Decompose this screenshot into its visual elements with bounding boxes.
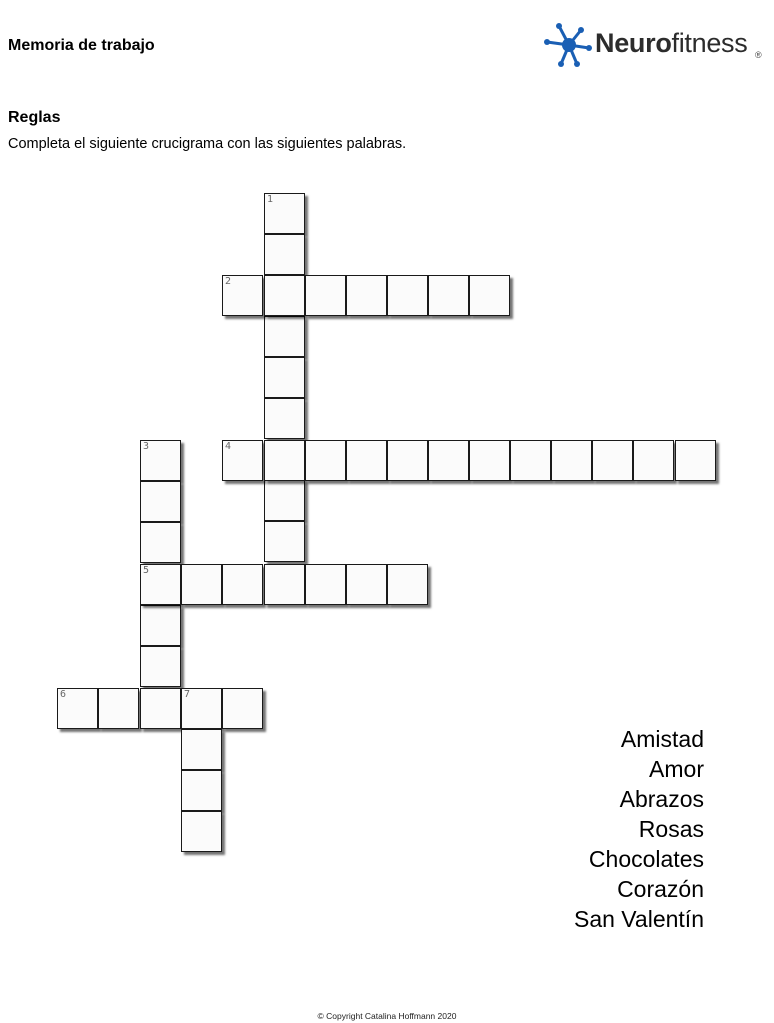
word-list-item: Rosas [638, 816, 704, 842]
crossword-cell[interactable] [264, 234, 305, 275]
crossword-cell[interactable] [428, 440, 469, 481]
crossword-cell[interactable] [264, 564, 305, 605]
logo-text-fitness: fitness [671, 28, 748, 58]
crossword-cell[interactable] [140, 564, 181, 605]
crossword-cell[interactable] [305, 440, 346, 481]
clue-number: 4 [225, 441, 232, 452]
clue-number: 1 [267, 194, 274, 205]
crossword-cell[interactable] [140, 522, 181, 563]
copyright-footer: © Copyright Catalina Hoffmann 2020 [317, 1011, 457, 1021]
crossword-cell[interactable] [264, 275, 305, 316]
page-header-title: Memoria de trabajo [8, 37, 155, 54]
clue-number: 2 [225, 276, 232, 287]
crossword-cell[interactable] [264, 398, 305, 439]
crossword-cell[interactable] [222, 440, 263, 481]
logo-text-neuro: Neuro [595, 28, 672, 58]
crossword-cell[interactable] [264, 440, 305, 481]
crossword-cell[interactable] [305, 275, 346, 316]
crossword-cell[interactable] [181, 688, 222, 729]
rules-heading: Reglas [8, 109, 61, 126]
word-list-item: Chocolates [588, 846, 704, 872]
crossword-cell[interactable] [264, 357, 305, 398]
crossword-cell[interactable] [346, 275, 387, 316]
crossword-cell[interactable] [675, 440, 716, 481]
word-list [574, 724, 704, 934]
crossword-cell[interactable] [387, 440, 428, 481]
clue-number: 6 [60, 689, 67, 700]
crossword-cell[interactable] [222, 275, 263, 316]
crossword-cell[interactable] [181, 564, 222, 605]
word-list-item: San Valentín [573, 906, 704, 932]
crossword-cell[interactable] [633, 440, 674, 481]
crossword-cell[interactable] [264, 316, 305, 357]
word-list-item: Amistad [620, 726, 704, 752]
crossword-cell[interactable] [140, 605, 181, 646]
registered-mark: ® [755, 50, 762, 60]
crossword-cell[interactable] [469, 440, 510, 481]
crossword-cell[interactable] [181, 770, 222, 811]
crossword-cell[interactable] [551, 440, 592, 481]
word-list-item: Abrazos [619, 786, 704, 812]
word-list-item: Amor [649, 756, 704, 782]
crossword-cell[interactable] [140, 646, 181, 687]
crossword-cell[interactable] [140, 481, 181, 522]
crossword-cell[interactable] [510, 440, 551, 481]
crossword-cell[interactable] [264, 480, 305, 521]
crossword-cell[interactable] [264, 193, 305, 234]
crossword-cell[interactable] [181, 729, 222, 770]
crossword-cell[interactable] [346, 564, 387, 605]
clue-number: 5 [143, 565, 150, 576]
crossword-cell[interactable] [57, 688, 98, 729]
crossword-cell[interactable] [222, 564, 263, 605]
crossword-cell[interactable] [140, 440, 181, 481]
crossword-cell[interactable] [140, 688, 181, 729]
crossword-cell[interactable] [387, 275, 428, 316]
word-list-item: Corazón [617, 876, 704, 902]
clue-number: 7 [184, 689, 191, 700]
crossword-cell[interactable] [469, 275, 510, 316]
crossword-cell[interactable] [264, 521, 305, 562]
crossword-cell[interactable] [305, 564, 346, 605]
crossword-cell[interactable] [98, 688, 139, 729]
crossword-cell[interactable] [428, 275, 469, 316]
crossword-cell[interactable] [222, 688, 263, 729]
crossword-cell[interactable] [181, 811, 222, 852]
crossword-cell[interactable] [387, 564, 428, 605]
clue-number: 3 [143, 441, 150, 452]
rules-instructions: Completa el siguiente crucigrama con las siguientes palabras. [8, 136, 407, 152]
crossword-cell[interactable] [346, 440, 387, 481]
crossword-cell[interactable] [592, 440, 633, 481]
